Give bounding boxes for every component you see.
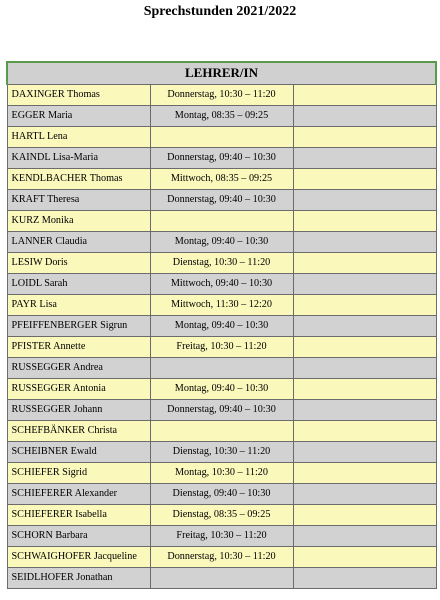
empty-cell <box>293 378 436 399</box>
teacher-name: RUSSEGGER Johann <box>7 399 150 420</box>
table-row <box>7 147 436 168</box>
office-hour-time <box>150 210 293 231</box>
office-hour-time <box>150 357 293 378</box>
office-hour-time: Donnerstag, 09:40 – 10:30 <box>150 147 293 168</box>
table-row <box>7 399 436 420</box>
empty-cell <box>293 273 436 294</box>
teacher-name: SCHIEFERER Isabella <box>7 504 150 525</box>
table-row <box>7 189 436 210</box>
office-hour-time: Dienstag, 08:35 – 09:25 <box>150 504 293 525</box>
empty-cell <box>293 462 436 483</box>
table-row <box>7 378 436 399</box>
teacher-name: LESIW Doris <box>7 252 150 273</box>
empty-cell <box>293 147 436 168</box>
teacher-name: KAINDL Lisa-Maria <box>7 147 150 168</box>
office-hour-time: Montag, 09:40 – 10:30 <box>150 315 293 336</box>
office-hour-time <box>150 567 293 588</box>
office-hour-time: Freitag, 10:30 – 11:20 <box>150 336 293 357</box>
table-row <box>7 210 436 231</box>
empty-cell <box>293 441 436 462</box>
teacher-name: SCHEIBNER Ewald <box>7 441 150 462</box>
empty-cell <box>293 504 436 525</box>
table-row <box>7 315 436 336</box>
empty-cell <box>293 315 436 336</box>
empty-cell <box>293 189 436 210</box>
empty-cell <box>293 126 436 147</box>
table-row <box>7 483 436 504</box>
teacher-name: SCHORN Barbara <box>7 525 150 546</box>
office-hour-time <box>150 420 293 441</box>
office-hour-time: Dienstag, 10:30 – 11:20 <box>150 252 293 273</box>
teacher-name: DAXINGER Thomas <box>7 84 150 105</box>
teacher-name: LOIDL Sarah <box>7 273 150 294</box>
office-hour-time: Montag, 09:40 – 10:30 <box>150 378 293 399</box>
empty-cell <box>293 399 436 420</box>
teacher-name: HARTL Lena <box>7 126 150 147</box>
page-title: Sprechstunden 2021/2022 <box>143 4 297 19</box>
office-hour-time: Donnerstag, 10:30 – 11:20 <box>150 546 293 567</box>
empty-cell <box>293 336 436 357</box>
empty-cell <box>293 231 436 252</box>
empty-cell <box>293 567 436 588</box>
teacher-name: RUSSEGGER Antonia <box>7 378 150 399</box>
table-row <box>7 336 436 357</box>
teacher-name: PFEIFFENBERGER Sigrun <box>7 315 150 336</box>
table-row <box>7 252 436 273</box>
table-row <box>7 567 436 588</box>
teacher-name: KURZ Monika <box>7 210 150 231</box>
table-row <box>7 231 436 252</box>
empty-cell <box>293 84 436 105</box>
office-hour-time: Donnerstag, 10:30 – 11:20 <box>150 84 293 105</box>
empty-cell <box>293 483 436 504</box>
teacher-name: SCHIEFER Sigrid <box>7 462 150 483</box>
empty-cell <box>293 168 436 189</box>
office-hour-time <box>150 126 293 147</box>
table-row <box>7 294 436 315</box>
table-row <box>7 84 436 105</box>
office-hour-time: Dienstag, 10:30 – 11:20 <box>150 441 293 462</box>
table-row <box>7 441 436 462</box>
table-row <box>7 168 436 189</box>
table-body <box>7 84 436 588</box>
empty-cell <box>293 525 436 546</box>
teacher-name: SEIDLHOFER Jonathan <box>7 567 150 588</box>
table-row <box>7 546 436 567</box>
office-hour-time: Donnerstag, 09:40 – 10:30 <box>150 189 293 210</box>
teacher-name: SCHEFBÄNKER Christa <box>7 420 150 441</box>
office-hour-time: Mittwoch, 11:30 – 12:20 <box>150 294 293 315</box>
table-header: LEHRER/IN <box>7 62 436 84</box>
empty-cell <box>293 546 436 567</box>
table-row <box>7 105 436 126</box>
teacher-name: PFISTER Annette <box>7 336 150 357</box>
empty-cell <box>293 294 436 315</box>
office-hour-time: Mittwoch, 09:40 – 10:30 <box>150 273 293 294</box>
empty-cell <box>293 252 436 273</box>
table-row <box>7 357 436 378</box>
empty-cell <box>293 210 436 231</box>
office-hour-time: Dienstag, 09:40 – 10:30 <box>150 483 293 504</box>
table-row <box>7 504 436 525</box>
teacher-name: SCHWAIGHOFER Jacqueline <box>7 546 150 567</box>
table-row <box>7 420 436 441</box>
empty-cell <box>293 420 436 441</box>
teacher-name: RUSSEGGER Andrea <box>7 357 150 378</box>
office-hour-time: Mittwoch, 08:35 – 09:25 <box>150 168 293 189</box>
teacher-name: EGGER Maria <box>7 105 150 126</box>
table-row <box>7 525 436 546</box>
office-hour-time: Montag, 10:30 – 11:20 <box>150 462 293 483</box>
office-hour-time: Montag, 09:40 – 10:30 <box>150 231 293 252</box>
empty-cell <box>293 357 436 378</box>
table-header-row <box>7 62 436 84</box>
table-row <box>7 273 436 294</box>
office-hour-time: Montag, 08:35 – 09:25 <box>150 105 293 126</box>
office-hour-time: Donnerstag, 09:40 – 10:30 <box>150 399 293 420</box>
teacher-name: LANNER Claudia <box>7 231 150 252</box>
teacher-name: KRAFT Theresa <box>7 189 150 210</box>
table-row <box>7 126 436 147</box>
teacher-name: KENDLBACHER Thomas <box>7 168 150 189</box>
empty-cell <box>293 105 436 126</box>
teacher-name: PAYR Lisa <box>7 294 150 315</box>
teacher-name: SCHIEFERER Alexander <box>7 483 150 504</box>
office-hour-time: Freitag, 10:30 – 11:20 <box>150 525 293 546</box>
table-row <box>7 462 436 483</box>
office-hours-table <box>6 61 437 589</box>
